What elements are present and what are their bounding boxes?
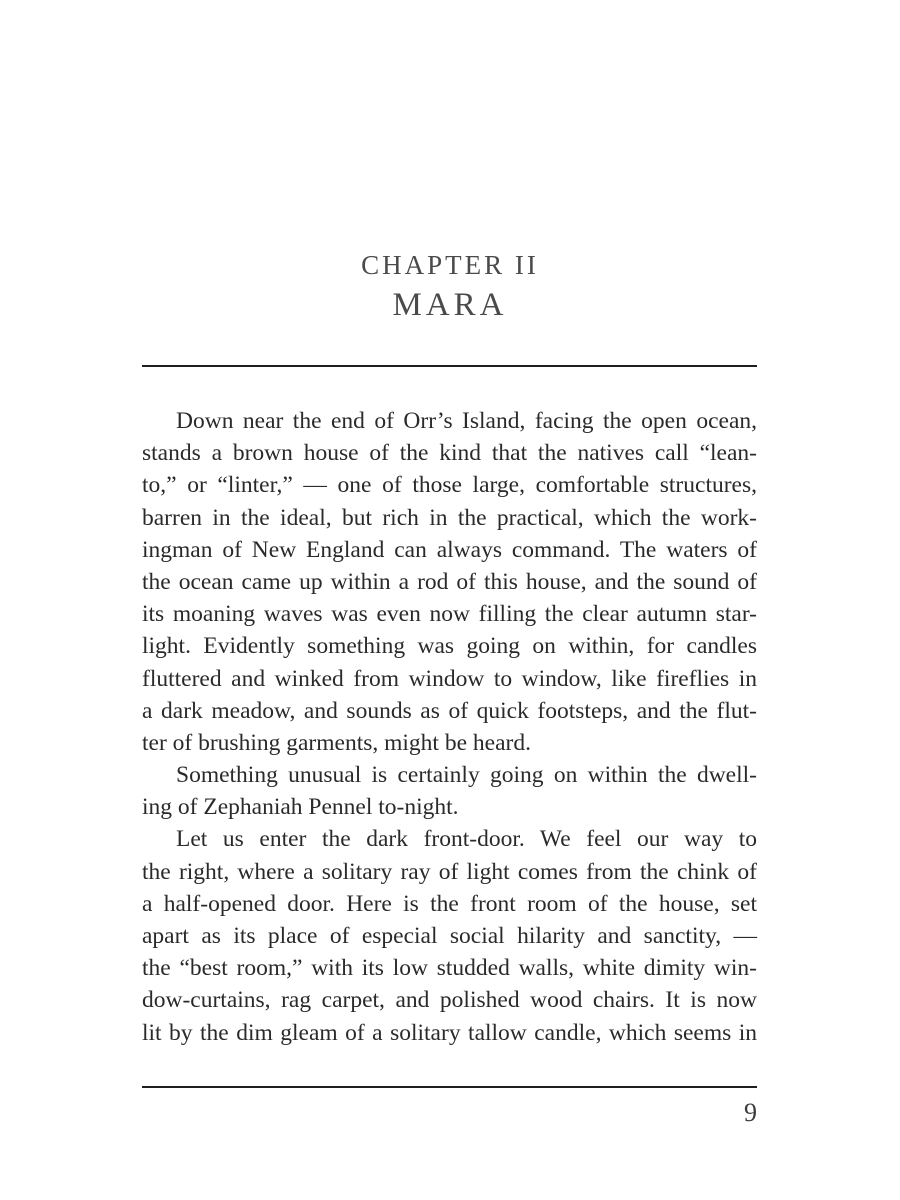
top-divider [142,365,757,367]
chapter-heading [0,248,900,326]
text-line: a half-opened door. Here is the front room of the house, set [142,890,757,917]
text-line: ter of brushing garments, might be heard. [142,729,531,756]
text-line: dow-curtains, rag carpet, and polished wood chairs. It is now [142,987,757,1014]
text-line: ing of Zephaniah Pennel to-night. [142,794,459,821]
text-line: its moaning waves was even now filling the clear autumn star- [142,601,757,628]
bottom-divider [142,1086,757,1088]
text-line: the “best room,” with its low studded walls, white dimity win- [142,955,757,982]
text-line: Let us enter the dark front-door. We feel our way to [176,826,757,853]
page-number: 9 [744,1098,757,1127]
text-line: apart as its place of especial social hilarity and sanctity, — [142,923,757,949]
text-line: Down near the end of Orr’s Island, facing the open ocean, [176,408,757,434]
text-line: the right, where a solitary ray of light comes from the chink of [142,858,757,885]
body-text [142,405,757,1049]
chapter-title: MARA [392,287,508,323]
text-line: lit by the dim gleam of a solitary tallow candle, which seems in [142,1019,757,1046]
text-line: fluttered and winked from window to window, like fireflies in [142,665,757,692]
text-line: ingman of New England can always command. The waters of [142,536,757,563]
text-line: Something unusual is certainly going on within the dwell- [176,762,757,789]
chapter-number: CHAPTER II [361,250,539,280]
text-line: stands a brown house of the kind that the natives call “lean- [142,440,757,467]
text-line: barren in the ideal, but rich in the practical, which the work- [142,504,757,531]
text-line: light. Evidently something was going on within, for candles [142,633,757,660]
text-line: to,” or “linter,” — one of those large, comfortable structures, [142,472,757,499]
text-line: the ocean came up within a rod of this house, and the sound of [142,568,757,595]
text-line: a dark meadow, and sounds as of quick footsteps, and the flut- [142,697,757,724]
